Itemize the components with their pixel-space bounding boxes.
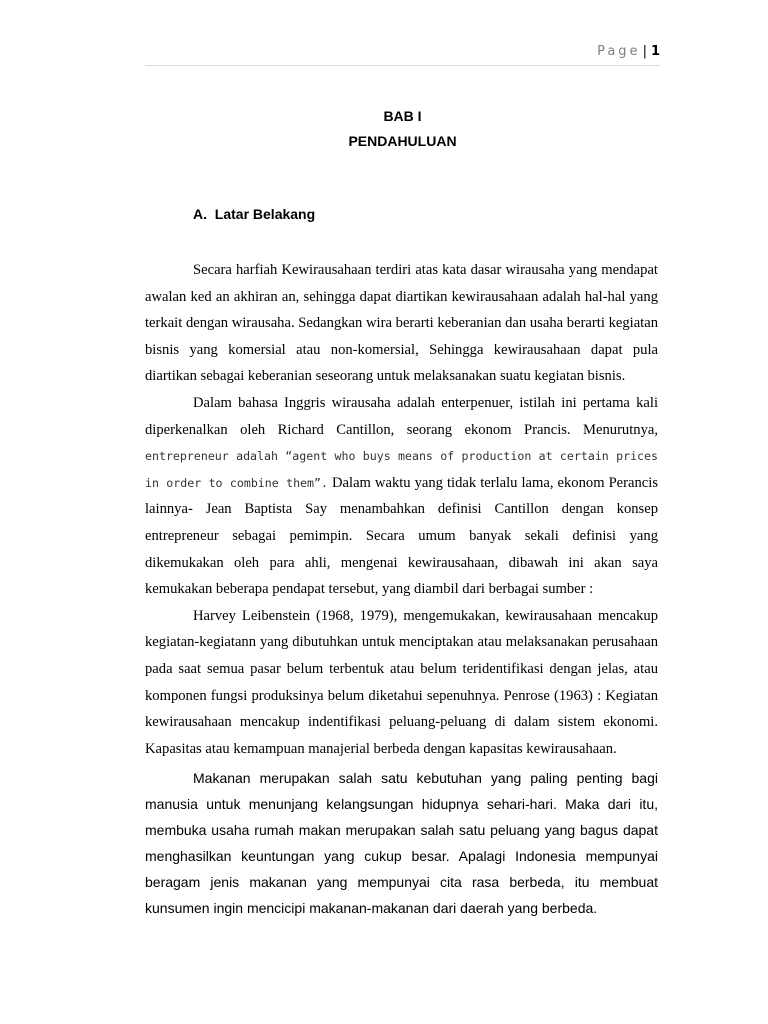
paragraph-1: Secara harfiah Kewirausahaan terdiri atas kata dasar wirausaha yang mendapat awalan ked an akhiran an, sehingga dapat diartikan kewirausahaan adalah hal-hal yang terkait dengan wirausaha. Sedangkan wira berarti keberanian dan usaha berarti kegiatan bisnis yang komersial atau non-komersial, Sehingga kewirausahaan dapat pula diartikan sebagai keberanian seseorang untuk melaksanakan suatu kegiatan bisnis. [145,262,658,385]
chapter-title: PENDAHULUAN [348,133,457,149]
paragraph-2-intro: Dalam bahasa Inggris wirausaha adalah enterpenuer, istilah ini pertama kali diperkenalkan oleh Richard Cantillon, seorang ekonom Prancis. Menurutnya, [145,394,658,438]
paragraph-2-quote: entrepreneur adalah “agent who buys means of production at certain prices in order to combine them”. [145,449,658,490]
paragraph-2 [145,390,658,603]
page-separator: | [642,44,647,59]
paragraph-2-rest: Dalam waktu yang tidak terlalu lama, ekonom Perancis lainnya- Jean Baptista Say menambahkan definisi Cantillon dengan konsep entrepreneur sebagai pemimpin. Secara umum banyak sekali definisi yang dikemukakan oleh para ahli, mengenai kewirausahaan, dibawah ini akan saya kemukakan beberapa pendapat tersebut, yang diambil dari berbagai sumber : [145,474,659,598]
page-number: 1 [650,44,660,59]
section-heading: A. Latar Belakang [193,206,316,222]
page-header [597,44,660,59]
header-rule [145,65,660,66]
paragraph-4: Makanan merupakan salah satu kebutuhan yang paling penting bagi manusia untuk menunjang kelangsungan hidupnya sehari-hari. Maka dari itu, membuka usaha rumah makan merupakan salah satu peluang yang bagus dapat menghasilkan keuntungan yang cukup besar. Apalagi Indonesia mempunyai beragam jenis makanan yang mempunyai cita rasa berbeda, itu membuat kunsumen ingin mencicipi makanan-makanan dari daerah yang berbeda. [145,770,658,917]
paragraph-3: Harvey Leibenstein (1968, 1979), mengemukakan, kewirausahaan mencakup kegiatan-kegiatann yang dibutuhkan untuk menciptakan atau melaksanakan perusahaan pada saat semua pasar belum terbentuk atau belum teridentifikasi dengan jelas, atau komponen fungsi produksinya belum diketahui sepenuhnya. Penrose (1963) : Kegiatan kewirausahaan mencakup indentifikasi peluang-peluang di dalam sistem ekonomi. Kapasitas atau kemampuan manajerial berbeda dengan kapasitas kewirausahaan. [145,607,658,757]
page-label: Page [597,44,641,59]
chapter-number: BAB I [383,108,422,124]
body-text [145,257,658,921]
